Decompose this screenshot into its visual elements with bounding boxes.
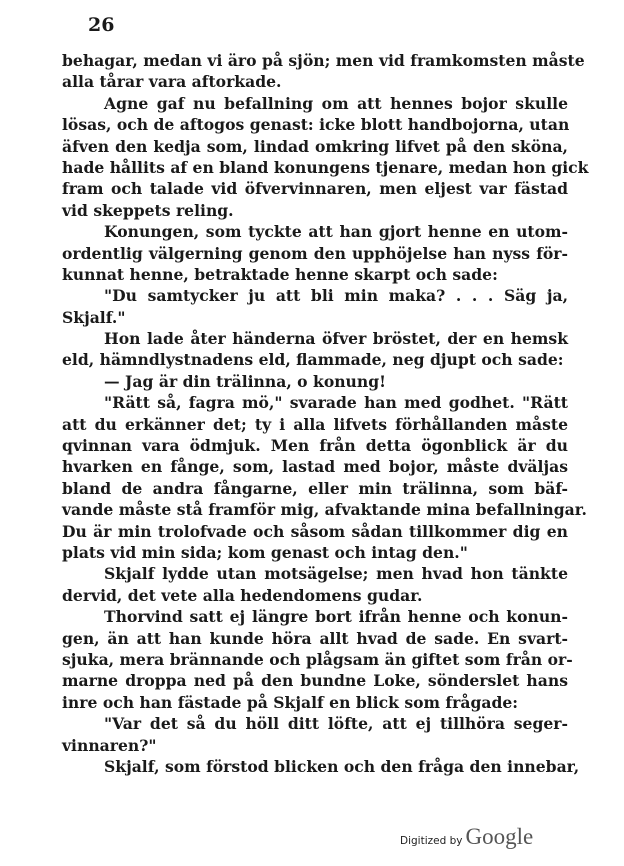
text-line: gen, än att han kunde höra allt hvad de sade. En svart- xyxy=(62,628,568,648)
text-line: "Var det så du höll ditt löfte, att ej tillhöra seger- xyxy=(104,714,568,734)
body-text xyxy=(62,50,589,777)
text-line: behagar, medan vi äro på sjön; men vid framkomsten måste xyxy=(62,51,585,70)
text-line: — Jag är din trälinna, o konung! xyxy=(104,371,386,391)
text-line: ordentlig välgerning genom den upphöjelse han nyss för- xyxy=(62,243,568,263)
text-line: eld, hämndlystnadens eld, flammade, neg djupt och sade: xyxy=(62,350,564,370)
text-line: plats vid min sida; kom genast och intag den." xyxy=(62,542,468,562)
text-line: kunnat henne, betraktade henne skarpt och sade: xyxy=(62,264,498,284)
google-logo: Google xyxy=(465,824,534,849)
text-line: Thorvind satt ej längre bort ifrån henne och konun- xyxy=(104,607,568,627)
text-line: Agne gaf nu befallning om att hennes bojor skulle xyxy=(104,93,568,113)
text-line: alla tårar vara aftorkade. xyxy=(62,72,282,92)
text-line: vid skeppets reling. xyxy=(62,200,234,220)
page-number: 26 xyxy=(88,14,115,36)
text-line: Du är min trolofvade och såsom sådan tillkommer dig en xyxy=(62,521,568,541)
text-line: hade hållits af en bland konungens tjenare, medan hon gick xyxy=(62,157,589,177)
text-line: fram och talade vid öfvervinnaren, men eljest var fästad xyxy=(62,179,568,199)
text-line: äfven den kedja som, lindad omkring lifvet på den sköna, xyxy=(62,136,568,156)
text-line: "Du samtycker ju att bli min maka? . . . Säg ja, xyxy=(104,286,568,306)
text-line: dervid, det vete alla hedendomens gudar. xyxy=(62,585,423,605)
digitized-by-google-watermark xyxy=(400,824,533,850)
text-line: att du erkänner det; ty i alla lifvets förhållanden måste xyxy=(62,414,568,434)
text-line: vande måste stå framför mig, afvaktande mina befallningar. xyxy=(62,500,587,520)
text-line: bland de andra fångarne, eller min trälinna, som bäf- xyxy=(62,478,568,498)
text-line: Konungen, som tyckte att han gjort henne en utom- xyxy=(104,222,568,242)
text-line: sjuka, mera brännande och plågsam än giftet som från or- xyxy=(62,649,573,669)
text-line: inre och han fästade på Skjalf en blick som frågade: xyxy=(62,692,519,712)
text-line: marne droppa ned på den bundne Loke, sönderslet hans xyxy=(62,671,568,691)
text-line: Hon lade åter händerna öfver bröstet, der en hemsk xyxy=(104,329,568,349)
text-line: Skjalf, som förstod blicken och den fråga den innebar, xyxy=(104,756,580,776)
text-line: lösas, och de aftogos genast: icke blott handbojorna, utan xyxy=(62,115,570,135)
text-line: Skjalf." xyxy=(62,307,126,327)
text-line: vinnaren?" xyxy=(62,735,157,755)
text-line: "Rätt så, fagra mö," svarade han med godhet. "Rätt xyxy=(104,393,568,413)
text-line: qvinnan vara ödmjuk. Men från detta ögonblick är du xyxy=(62,436,568,456)
text-line: hvarken en fånge, som, lastad med bojor, måste dväljas xyxy=(62,457,568,477)
text-line: Skjalf lydde utan motsägelse; men hvad hon tänkte xyxy=(104,564,568,584)
digitized-by-label: Digitized by xyxy=(400,835,463,847)
